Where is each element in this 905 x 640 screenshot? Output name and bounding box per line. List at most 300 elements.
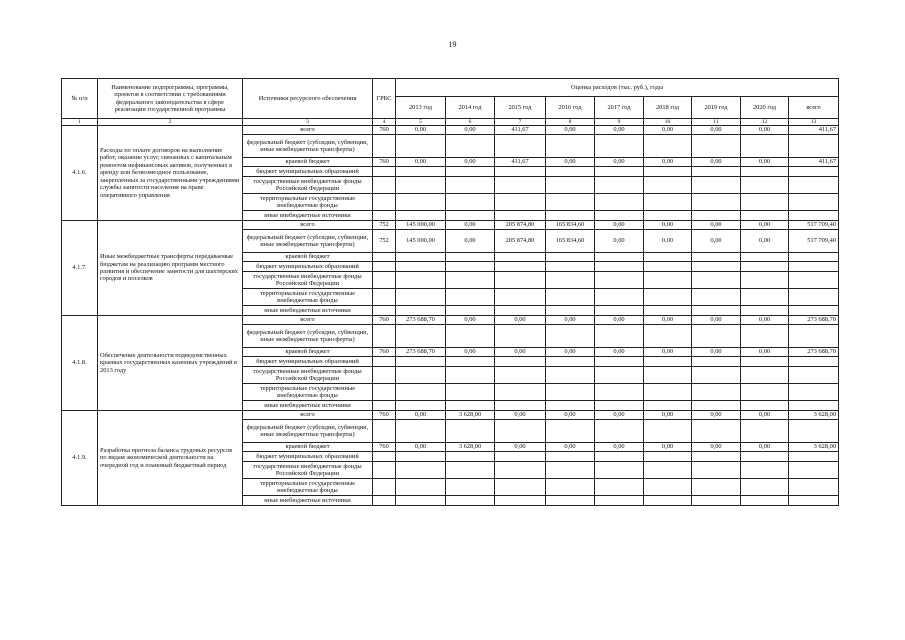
- year-value: [741, 306, 789, 316]
- year-value: 0,00: [644, 158, 692, 167]
- year-value: 0,00: [546, 316, 595, 325]
- column-number: 5: [396, 119, 446, 126]
- grbs-code: [373, 177, 396, 194]
- year-value: 0,00: [546, 158, 595, 167]
- year-value: [396, 306, 446, 316]
- year-value: [495, 401, 546, 411]
- grbs-code: [373, 462, 396, 479]
- year-value: [595, 306, 644, 316]
- year-value: [495, 325, 546, 348]
- grbs-code: [373, 272, 396, 289]
- year-value: [595, 357, 644, 367]
- year-value: [595, 167, 644, 177]
- year-value: 0,00: [446, 348, 495, 357]
- year-value: [595, 401, 644, 411]
- year-value: 0,00: [495, 316, 546, 325]
- year-value: [741, 452, 789, 462]
- year-value: [692, 211, 741, 221]
- year-value: [446, 384, 495, 401]
- column-number: 12: [741, 119, 789, 126]
- year-value: [741, 289, 789, 306]
- year-value: [692, 367, 741, 384]
- year-value: [546, 420, 595, 443]
- year-value: 0,00: [595, 411, 644, 420]
- year-value: [741, 177, 789, 194]
- year-value: [396, 177, 446, 194]
- year-value: [644, 289, 692, 306]
- grbs-code: [373, 194, 396, 211]
- year-value: [692, 306, 741, 316]
- total-value: 3 628,00: [789, 443, 839, 452]
- year-value: [546, 262, 595, 272]
- grbs-code: [373, 306, 396, 316]
- total-value: [789, 462, 839, 479]
- year-value: [741, 496, 789, 506]
- header-year: 2016 год: [546, 97, 595, 119]
- year-value: 0,00: [446, 316, 495, 325]
- year-value: [446, 272, 495, 289]
- year-value: [644, 253, 692, 262]
- total-value: [789, 384, 839, 401]
- year-value: [396, 211, 446, 221]
- year-value: [546, 253, 595, 262]
- grbs-code: [373, 420, 396, 443]
- funding-source: всего: [243, 126, 373, 135]
- column-number: 13: [789, 119, 839, 126]
- year-value: 0,00: [495, 348, 546, 357]
- year-value: [446, 367, 495, 384]
- year-value: [644, 462, 692, 479]
- year-value: [741, 135, 789, 158]
- grbs-code: [373, 367, 396, 384]
- year-value: [495, 253, 546, 262]
- year-value: [741, 167, 789, 177]
- year-value: [644, 357, 692, 367]
- year-value: [741, 253, 789, 262]
- table-row: [62, 316, 839, 325]
- funding-source: иные внебюджетные источники: [243, 306, 373, 316]
- total-value: [789, 452, 839, 462]
- year-value: [495, 211, 546, 221]
- year-value: [446, 177, 495, 194]
- section-name: Обеспечение деятельности подведомственных краевых государственных казенных учреждений в 2013 году: [98, 316, 243, 411]
- year-value: [595, 262, 644, 272]
- year-value: 0,00: [446, 221, 495, 230]
- grbs-code: 760: [373, 126, 396, 135]
- column-number: 2: [98, 119, 243, 126]
- column-number: 1: [62, 119, 98, 126]
- funding-source: бюджет муниципальных образований: [243, 357, 373, 367]
- total-value: [789, 401, 839, 411]
- year-value: 0,00: [644, 316, 692, 325]
- section-code: 4.1.7.: [62, 221, 98, 316]
- year-value: [446, 262, 495, 272]
- header-num: № п/п: [62, 79, 98, 119]
- year-value: 0,00: [396, 443, 446, 452]
- year-value: [495, 167, 546, 177]
- funding-source: всего: [243, 316, 373, 325]
- funding-source: территориальные государственные внебюджетные фонды: [243, 289, 373, 306]
- year-value: [446, 479, 495, 496]
- total-value: [789, 167, 839, 177]
- year-value: [644, 384, 692, 401]
- year-value: [595, 325, 644, 348]
- year-value: 165 834,60: [546, 230, 595, 253]
- year-value: [396, 357, 446, 367]
- year-value: [396, 479, 446, 496]
- year-value: [692, 357, 741, 367]
- year-value: [595, 496, 644, 506]
- year-value: 0,00: [446, 126, 495, 135]
- year-value: [692, 262, 741, 272]
- funding-source: краевой бюджет: [243, 443, 373, 452]
- year-value: 3 628,00: [446, 443, 495, 452]
- year-value: [495, 452, 546, 462]
- total-value: [789, 479, 839, 496]
- year-value: 0,00: [446, 230, 495, 253]
- year-value: [644, 325, 692, 348]
- total-value: [789, 367, 839, 384]
- year-value: [692, 452, 741, 462]
- year-value: [446, 357, 495, 367]
- year-value: [546, 211, 595, 221]
- year-value: 0,00: [446, 158, 495, 167]
- header-grbs: ГРБС: [373, 79, 396, 119]
- year-value: [546, 272, 595, 289]
- year-value: 0,00: [692, 230, 741, 253]
- year-value: [546, 367, 595, 384]
- year-value: [446, 401, 495, 411]
- funding-source: территориальные государственные внебюджетные фонды: [243, 194, 373, 211]
- grbs-code: [373, 135, 396, 158]
- year-value: [495, 177, 546, 194]
- year-value: 0,00: [595, 221, 644, 230]
- funding-source: иные внебюджетные источники: [243, 211, 373, 221]
- year-value: [644, 401, 692, 411]
- year-value: [495, 289, 546, 306]
- year-value: [546, 357, 595, 367]
- section-name: Расходы по оплате договоров на выполнение работ, оказание услуг, связанных с капитальным ремонтом нефинансовых активов, полученных в аренду или безвозмездное пользование, закрепленных за государственными учреждениями службы занятости населения на праве оперативного управления: [98, 126, 243, 221]
- grbs-code: 752: [373, 230, 396, 253]
- section-code: 4.1.8.: [62, 316, 98, 411]
- year-value: 0,00: [741, 158, 789, 167]
- column-number: 3: [243, 119, 373, 126]
- year-value: [546, 401, 595, 411]
- year-value: [741, 384, 789, 401]
- year-value: [546, 135, 595, 158]
- year-value: 0,00: [595, 443, 644, 452]
- grbs-code: 752: [373, 221, 396, 230]
- year-value: 273 688,70: [396, 316, 446, 325]
- year-value: [396, 496, 446, 506]
- column-number: 4: [373, 119, 396, 126]
- year-value: [495, 272, 546, 289]
- year-value: 0,00: [644, 221, 692, 230]
- year-value: 0,00: [595, 158, 644, 167]
- year-value: [741, 479, 789, 496]
- year-value: 0,00: [644, 443, 692, 452]
- year-value: [741, 401, 789, 411]
- grbs-code: 760: [373, 316, 396, 325]
- year-value: 0,00: [692, 126, 741, 135]
- table-row: [62, 126, 839, 135]
- grbs-code: [373, 289, 396, 306]
- year-value: [595, 177, 644, 194]
- total-value: [789, 211, 839, 221]
- year-value: 0,00: [546, 443, 595, 452]
- grbs-code: [373, 357, 396, 367]
- year-value: 145 000,00: [396, 230, 446, 253]
- year-value: 0,00: [741, 230, 789, 253]
- year-value: 0,00: [644, 348, 692, 357]
- grbs-code: [373, 496, 396, 506]
- year-value: [741, 272, 789, 289]
- year-value: [644, 211, 692, 221]
- year-value: [396, 401, 446, 411]
- year-value: [495, 496, 546, 506]
- year-value: [692, 289, 741, 306]
- total-value: [789, 325, 839, 348]
- year-value: [396, 262, 446, 272]
- year-value: [495, 194, 546, 211]
- year-value: [644, 167, 692, 177]
- year-value: [446, 452, 495, 462]
- total-value: [789, 420, 839, 443]
- funding-source: федеральный бюджет (субсидии, субвенции, иные межбюджетные трансферты): [243, 420, 373, 443]
- header-year: 2019 год: [692, 97, 741, 119]
- year-value: [396, 452, 446, 462]
- year-value: 273 688,70: [396, 348, 446, 357]
- year-value: [644, 479, 692, 496]
- year-value: 0,00: [396, 158, 446, 167]
- funding-source: иные внебюджетные источники: [243, 401, 373, 411]
- table-row: [62, 411, 839, 420]
- column-number: 11: [692, 119, 741, 126]
- year-value: [546, 452, 595, 462]
- year-value: [495, 306, 546, 316]
- total-value: [789, 357, 839, 367]
- year-value: [692, 253, 741, 262]
- year-value: [495, 462, 546, 479]
- funding-source: территориальные государственные внебюджетные фонды: [243, 479, 373, 496]
- year-value: 0,00: [495, 443, 546, 452]
- year-value: [396, 325, 446, 348]
- year-value: [741, 420, 789, 443]
- table-row: [62, 221, 839, 230]
- total-value: 517 709,40: [789, 230, 839, 253]
- funding-source: всего: [243, 411, 373, 420]
- column-number: 6: [446, 119, 495, 126]
- year-value: [595, 194, 644, 211]
- year-value: [546, 289, 595, 306]
- grbs-code: 760: [373, 158, 396, 167]
- year-value: [446, 306, 495, 316]
- year-value: [546, 167, 595, 177]
- grbs-code: [373, 253, 396, 262]
- year-value: 0,00: [595, 230, 644, 253]
- year-value: 0,00: [692, 158, 741, 167]
- year-value: [644, 177, 692, 194]
- header-year: 2013 год: [396, 97, 446, 119]
- year-value: [741, 367, 789, 384]
- year-value: [546, 384, 595, 401]
- year-value: 0,00: [692, 411, 741, 420]
- year-value: [644, 272, 692, 289]
- year-value: [644, 420, 692, 443]
- year-value: 0,00: [595, 316, 644, 325]
- total-value: [789, 177, 839, 194]
- year-value: 0,00: [741, 126, 789, 135]
- year-value: [692, 177, 741, 194]
- year-value: 0,00: [692, 221, 741, 230]
- year-value: 0,00: [495, 411, 546, 420]
- year-value: [546, 177, 595, 194]
- year-value: [741, 357, 789, 367]
- page-number: 19: [448, 40, 457, 49]
- total-value: 411,67: [789, 126, 839, 135]
- year-value: [595, 479, 644, 496]
- total-value: [789, 306, 839, 316]
- funding-source: всего: [243, 221, 373, 230]
- year-value: 0,00: [396, 126, 446, 135]
- year-value: 411,67: [495, 126, 546, 135]
- funding-source: бюджет муниципальных образований: [243, 167, 373, 177]
- year-value: 0,00: [692, 316, 741, 325]
- total-value: [789, 262, 839, 272]
- year-value: [446, 462, 495, 479]
- year-value: [446, 420, 495, 443]
- year-value: [495, 479, 546, 496]
- funding-source: государственные внебюджетные фонды Российской Федерации: [243, 177, 373, 194]
- year-value: 0,00: [692, 443, 741, 452]
- year-value: [595, 462, 644, 479]
- total-value: 3 628,00: [789, 411, 839, 420]
- header-estimate: Оценка расходов (тыс. руб.), годы: [396, 79, 839, 97]
- year-value: 165 834,60: [546, 221, 595, 230]
- year-value: [495, 384, 546, 401]
- year-value: [595, 289, 644, 306]
- year-value: [644, 135, 692, 158]
- year-value: [692, 384, 741, 401]
- grbs-code: [373, 452, 396, 462]
- year-value: [396, 167, 446, 177]
- year-value: [495, 420, 546, 443]
- year-value: [595, 384, 644, 401]
- grbs-code: [373, 325, 396, 348]
- header-total: всего: [789, 97, 839, 119]
- grbs-code: 760: [373, 411, 396, 420]
- total-value: [789, 194, 839, 211]
- year-value: [595, 272, 644, 289]
- total-value: 273 688,70: [789, 316, 839, 325]
- grbs-code: [373, 401, 396, 411]
- year-value: [644, 367, 692, 384]
- year-value: [692, 325, 741, 348]
- header-year: 2020 год: [741, 97, 789, 119]
- year-value: 0,00: [546, 411, 595, 420]
- year-value: [446, 167, 495, 177]
- total-value: [789, 135, 839, 158]
- year-value: 0,00: [595, 126, 644, 135]
- column-number: 9: [595, 119, 644, 126]
- year-value: 0,00: [396, 411, 446, 420]
- year-value: [446, 211, 495, 221]
- year-value: [644, 262, 692, 272]
- year-value: [595, 452, 644, 462]
- year-value: [692, 167, 741, 177]
- year-value: [546, 496, 595, 506]
- section-name: Разработка прогноза баланса трудовых ресурсов по видам экономической деятельности на очередной год и плановый бюджетный период: [98, 411, 243, 506]
- header-year: 2018 год: [644, 97, 692, 119]
- year-value: 0,00: [741, 221, 789, 230]
- year-value: [741, 211, 789, 221]
- year-value: 0,00: [741, 411, 789, 420]
- year-value: 0,00: [546, 126, 595, 135]
- funding-source: федеральный бюджет (субсидии, субвенции, иные межбюджетные трансферты): [243, 325, 373, 348]
- year-value: [546, 194, 595, 211]
- grbs-code: [373, 211, 396, 221]
- year-value: [446, 325, 495, 348]
- header-year: 2014 год: [446, 97, 495, 119]
- funding-source: федеральный бюджет (субсидии, субвенции, иные межбюджетные трансферты): [243, 135, 373, 158]
- year-value: [396, 253, 446, 262]
- year-value: [495, 367, 546, 384]
- funding-source: краевой бюджет: [243, 158, 373, 167]
- funding-source: краевой бюджет: [243, 348, 373, 357]
- year-value: [692, 272, 741, 289]
- grbs-code: [373, 479, 396, 496]
- year-value: 145 000,00: [396, 221, 446, 230]
- year-value: [692, 479, 741, 496]
- total-value: [789, 272, 839, 289]
- expenses-table: [61, 78, 839, 506]
- year-value: 0,00: [546, 348, 595, 357]
- year-value: 0,00: [741, 348, 789, 357]
- year-value: 0,00: [595, 348, 644, 357]
- header-name: Наименование подпрограммы, программы, проектов в соответствии с требованиями федерального законодательства в сфере реализации государственной программы: [98, 79, 243, 119]
- year-value: [595, 253, 644, 262]
- year-value: [396, 420, 446, 443]
- year-value: [692, 135, 741, 158]
- year-value: 3 628,00: [446, 411, 495, 420]
- funding-source: государственные внебюджетные фонды Российской Федерации: [243, 462, 373, 479]
- year-value: 205 874,80: [495, 221, 546, 230]
- grbs-code: 760: [373, 443, 396, 452]
- year-value: [495, 262, 546, 272]
- funding-source: краевой бюджет: [243, 253, 373, 262]
- header-year: 2015 год: [495, 97, 546, 119]
- grbs-code: [373, 167, 396, 177]
- column-number: 8: [546, 119, 595, 126]
- total-value: [789, 496, 839, 506]
- year-value: [396, 135, 446, 158]
- section-name: Иные межбюджетные трансферты передаваемые бюджетам на реализацию программ местного развития и обеспечение занятости для шахтерских городов и поселков: [98, 221, 243, 316]
- total-value: 517 709,40: [789, 221, 839, 230]
- year-value: [495, 357, 546, 367]
- funding-source: иные внебюджетные источники: [243, 496, 373, 506]
- year-value: [446, 135, 495, 158]
- year-value: 0,00: [644, 230, 692, 253]
- year-value: [446, 289, 495, 306]
- section-code: 4.1.6.: [62, 126, 98, 221]
- year-value: [595, 420, 644, 443]
- year-value: 0,00: [692, 348, 741, 357]
- year-value: [546, 479, 595, 496]
- year-value: [644, 194, 692, 211]
- header-source: Источники ресурсного обеспечения: [243, 79, 373, 119]
- year-value: [741, 462, 789, 479]
- year-value: [446, 253, 495, 262]
